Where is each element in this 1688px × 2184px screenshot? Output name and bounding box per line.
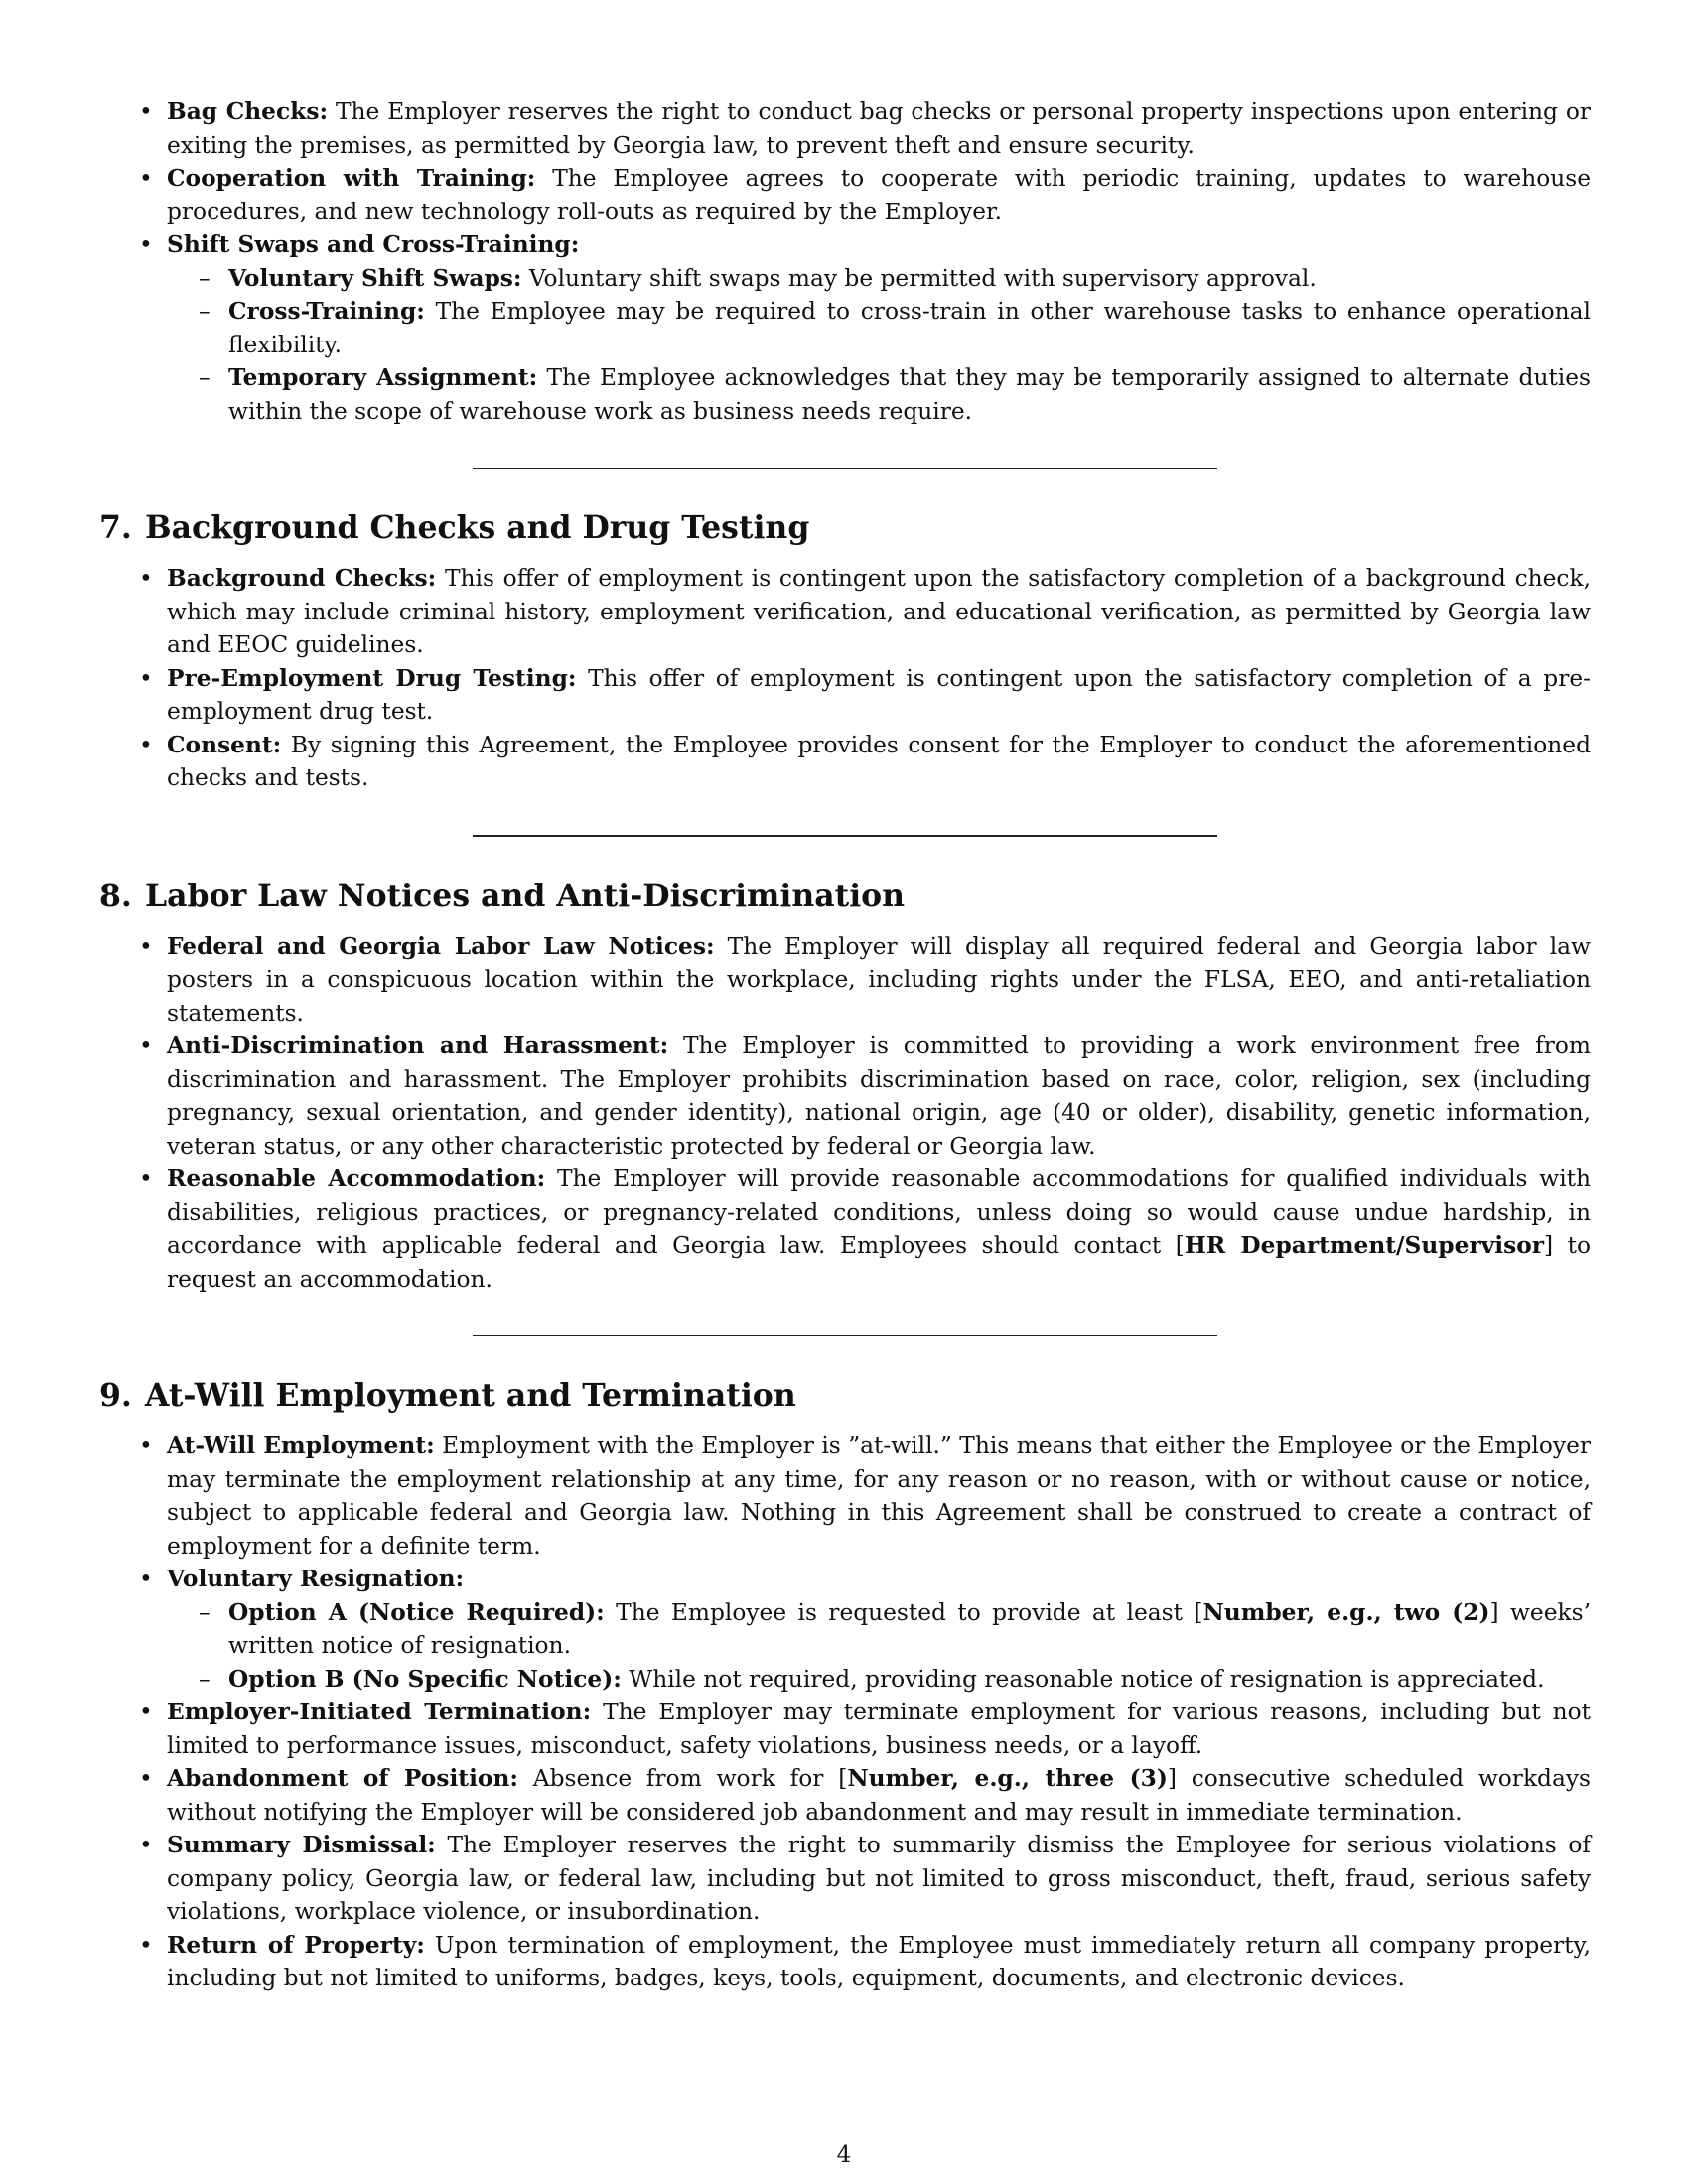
list-item-at-will: • At-Will Employment: Employment with the Employer is ”at-will.” This means that either the Employee or the Employer may terminate the employment relationship at any time, for any reason or no reason, with or without cause or notice, subject to applicable federal and Georgia law. Nothing in this Agreement shall be construed to create a contract of employment for a definite term. xyxy=(99,1430,1591,1563)
list-item-drug-testing: • Pre-Employment Drug Testing: This offer of employment is contingent upon the satisfactory completion of a pre-employment drug test. xyxy=(99,662,1591,729)
top-list xyxy=(99,95,1591,428)
list-item-bag-checks: • Bag Checks: The Employer reserves the right to conduct bag checks or personal property inspections upon entering or exiting the premises, as permitted by Georgia law, to prevent theft and ensure security. xyxy=(99,95,1591,162)
sublist-item-option-a: – Option A (Notice Required): The Employee is requested to provide at least [Number, e.g., two (2)] weeks’ written notice of resignation. xyxy=(167,1596,1591,1663)
list-item-summary-dismissal: • Summary Dismissal: The Employer reserves the right to summarily dismiss the Employee for serious violations of company policy, Georgia law, or federal law, including but not limited to gross misconduct, theft, fraud, serious safety violations, workplace violence, or insubordination. xyxy=(99,1829,1591,1929)
sublist-item-cross-training: – Cross-Training: The Employee may be required to cross-train in other warehouse tasks to enhance operational flexibility. xyxy=(167,295,1591,361)
list-item-employer-termination: • Employer-Initiated Termination: The Employer may terminate employment for various reasons, including but not limited to performance issues, misconduct, safety violations, business needs, or a layoff. xyxy=(99,1696,1591,1762)
list-item-cooperation-training: • Cooperation with Training: The Employee agrees to cooperate with periodic training, updates to warehouse procedures, and new technology roll-outs as required by the Employer. xyxy=(99,162,1591,228)
section-9-list xyxy=(99,1430,1591,1995)
sublist-item-voluntary-swaps: – Voluntary Shift Swaps: Voluntary shift swaps may be permitted with supervisory approval. xyxy=(167,262,1591,296)
list-item-reasonable-accommodation: • Reasonable Accommodation: The Employer will provide reasonable accommodations for qualified individuals with disabilities, religious practices, or pregnancy-related conditions, unless doing so would cause undue hardship, in accordance with applicable federal and Georgia law. Employees should contact [HR Department/Supervisor] to request an accommodation. xyxy=(99,1162,1591,1296)
list-item-voluntary-resignation: • Voluntary Resignation: – Option A (Notice Required): The Employee is requested to provide at least [Number, e.g., two (2)] weeks’ written notice of resignation. – Option B (No Specific Notice): While not required, providing reasonable notice of resignation is appreciated. xyxy=(99,1563,1591,1696)
section-heading-8: 8. Labor Law Notices and Anti-Discrimination xyxy=(99,877,906,914)
list-item-abandonment: • Abandonment of Position: Absence from work for [Number, e.g., three (3)] consecutive scheduled workdays without notifying the Employer will be considered job abandonment and may result in immediate termination. xyxy=(99,1762,1591,1829)
document-page xyxy=(99,95,1591,1995)
section-divider xyxy=(473,835,1217,837)
list-item-consent: • Consent: By signing this Agreement, the Employee provides consent for the Employer to conduct the aforementioned checks and tests. xyxy=(99,729,1591,795)
shift-swaps-sublist xyxy=(167,262,1591,429)
section-7-list xyxy=(99,562,1591,795)
list-item-shift-swaps: • Shift Swaps and Cross-Training: – Voluntary Shift Swaps: Voluntary shift swaps may be permitted with supervisory approval. – Cross-Training: The Employee may be required to cross-train in other warehouse tasks to enhance operational flexibility. – Temporary Assignment: The Employee acknowledges that they may be temporarily assigned to alternate duties within the scope of warehouse work as business needs require. xyxy=(99,228,1591,428)
sublist-item-option-b: – Option B (No Specific Notice): While not required, providing reasonable notice of resignation is appreciated. xyxy=(167,1663,1591,1697)
list-item-anti-discrimination: • Anti-Discrimination and Harassment: The Employer is committed to providing a work environment free from discrimination and harassment. The Employer prohibits discrimination based on race, color, religion, sex (including pregnancy, sexual orientation, and gender identity), national origin, age (40 or older), disability, genetic information, veteran status, or any other characteristic protected by federal or Georgia law. xyxy=(99,1029,1591,1162)
sublist-item-temporary-assignment: – Temporary Assignment: The Employee acknowledges that they may be temporarily assigned to alternate duties within the scope of warehouse work as business needs require. xyxy=(167,361,1591,428)
section-8-list xyxy=(99,930,1591,1297)
list-item-labor-law-notices: • Federal and Georgia Labor Law Notices: The Employer will display all required federal and Georgia labor law posters in a conspicuous location within the workplace, including rights under the FLSA, EEO, and anti-retaliation statements. xyxy=(99,930,1591,1030)
page-number: 4 xyxy=(836,2142,852,2168)
section-heading-7: 7. Background Checks and Drug Testing xyxy=(99,509,810,546)
section-heading-9: 9. At-Will Employment and Termination xyxy=(99,1377,796,1414)
section-divider xyxy=(473,1335,1217,1336)
section-divider xyxy=(473,468,1217,469)
list-item-background-checks: • Background Checks: This offer of employment is contingent upon the satisfactory completion of a background check, which may include criminal history, employment verification, and educational verification, as permitted by Georgia law and EEOC guidelines. xyxy=(99,562,1591,662)
resignation-sublist xyxy=(167,1596,1591,1697)
list-item-return-property: • Return of Property: Upon termination of employment, the Employee must immediately return all company property, including but not limited to uniforms, badges, keys, tools, equipment, documents, and electronic devices. xyxy=(99,1929,1591,1995)
